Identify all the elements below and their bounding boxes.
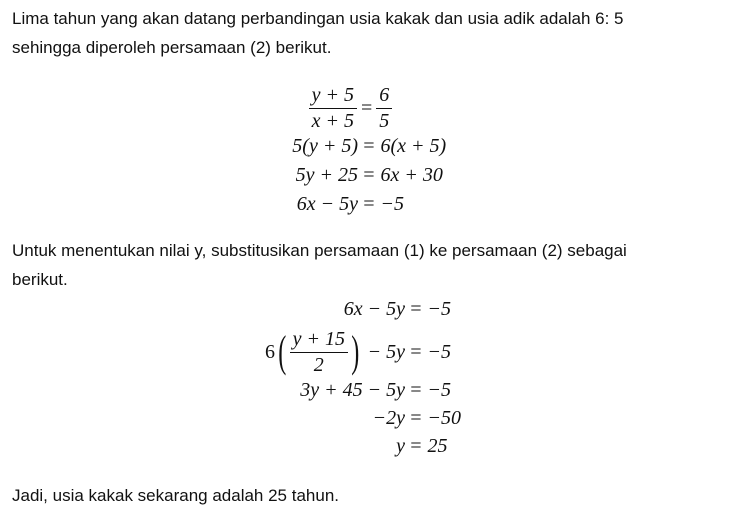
eq1-rhs-fraction: $\frac{6}{5}$ bbox=[376, 83, 392, 134]
conclusion-text: Jadi, usia kakak sekarang adalah 25 tahun. bbox=[12, 486, 340, 505]
eq2-row-1: 6x − 5y = −5 bbox=[343, 297, 451, 320]
intro-line-1: Lima tahun yang akan datang perbandingan usia kakak dan usia adik adalah 6: 5 bbox=[12, 9, 624, 28]
intro-line-2: sehingga diperoleh persamaan (2) berikut. bbox=[12, 38, 332, 57]
middle-paragraph bbox=[12, 236, 738, 294]
eq1-row-2: 5(y + 5) = 6(x + 5) bbox=[292, 134, 447, 157]
middle-line-1: Untuk menentukan nilai y, substitusikan persamaan (1) ke persamaan (2) sebagai bbox=[12, 241, 627, 260]
eq2-row-5: y = 25 bbox=[396, 434, 448, 457]
eq1-lhs-fraction: $\frac{y + 5}{x + 5}$ bbox=[309, 83, 357, 134]
eq2-row-2: 6 ( $\frac{y + 15}{2}$ ) − 5y = −5 bbox=[264, 327, 451, 376]
eq1-row-4: 6x − 5y = −5 bbox=[296, 192, 404, 215]
conclusion-paragraph bbox=[12, 481, 738, 510]
eq2-row-3: 3y + 45 − 5y = −5 bbox=[300, 378, 451, 401]
intro-paragraph bbox=[12, 4, 738, 62]
eq1-row-3: 5y + 25 = 6x + 30 bbox=[295, 163, 443, 186]
eq2-row-4: −2y = −50 bbox=[372, 406, 461, 429]
middle-line-2: berikut. bbox=[12, 270, 68, 289]
eq2-fraction: $\frac{y + 15}{2}$ bbox=[290, 327, 348, 378]
eq1-row-1: $\frac{y + 5}{x + 5}$ = $\frac{6}{5}$ bbox=[0, 82, 750, 134]
